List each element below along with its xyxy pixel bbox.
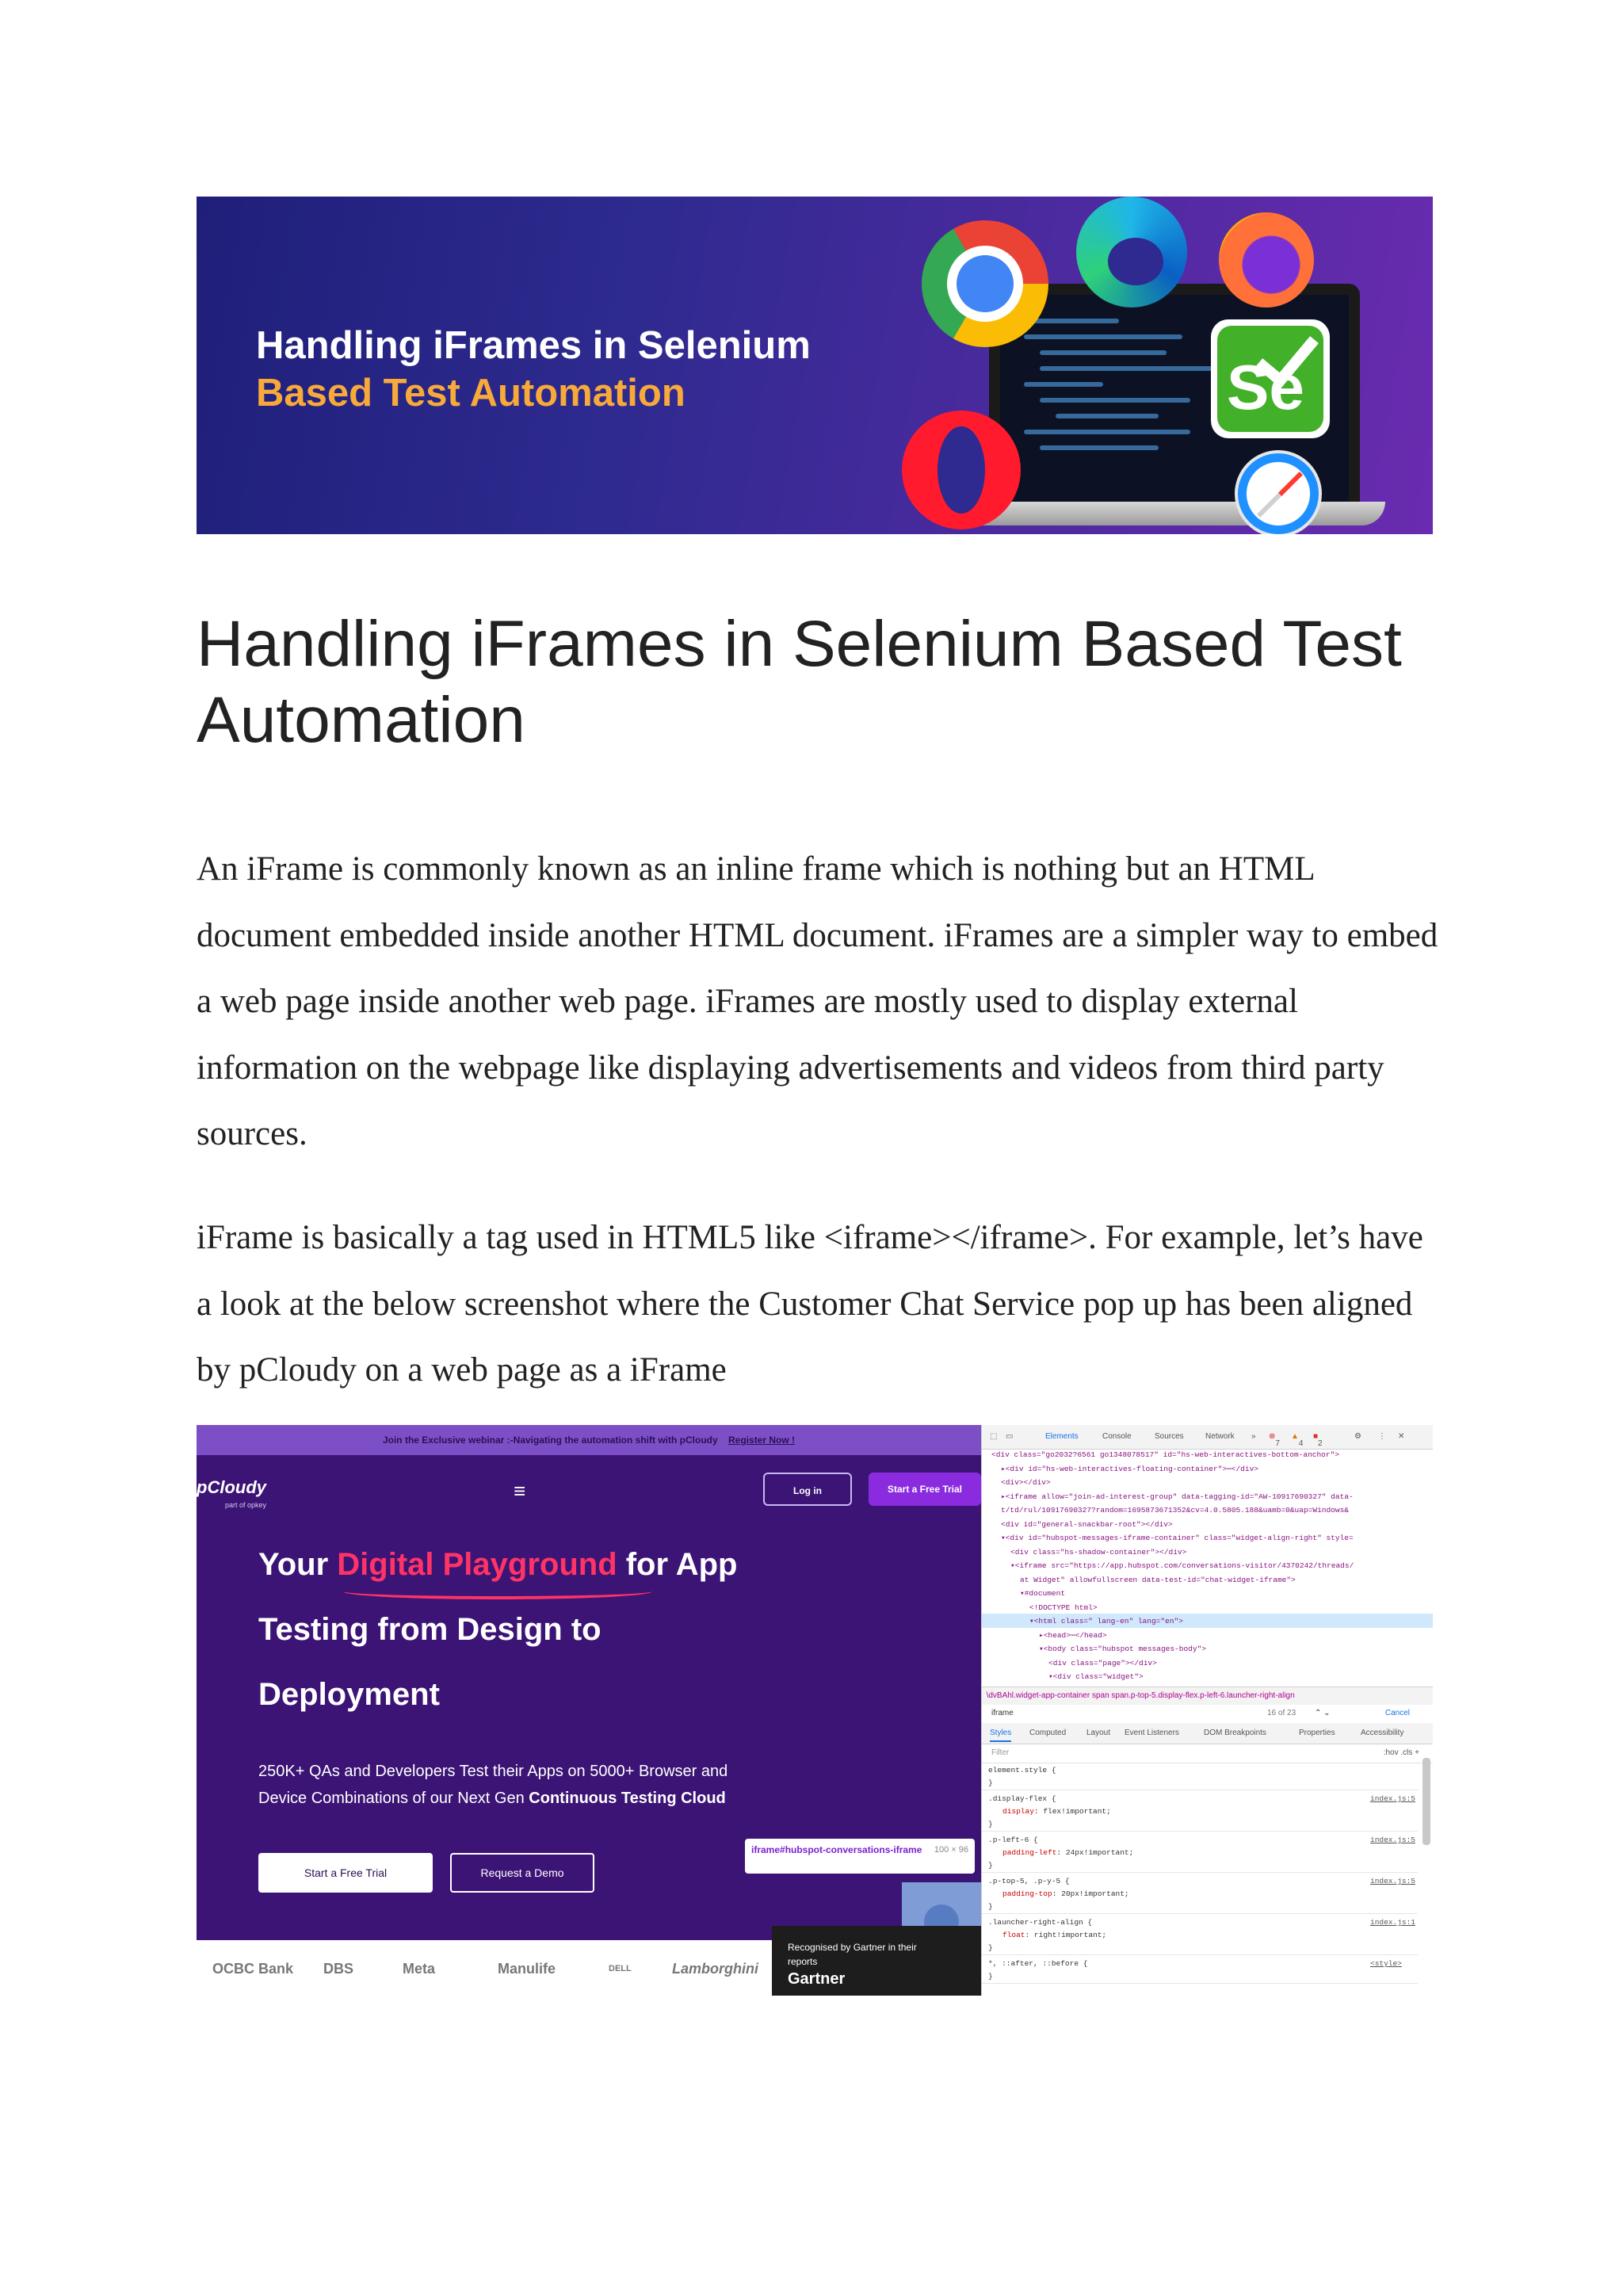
issues-count[interactable]: ■ 2 [1313, 1432, 1323, 1448]
css-selector[interactable]: *, ::after, ::before { [988, 1959, 1088, 1968]
tab-console[interactable]: Console [1102, 1432, 1132, 1441]
client-logo: DBS [323, 1961, 354, 1977]
css-selector[interactable]: .display-flex { [988, 1794, 1056, 1803]
selenium-logo-icon [1211, 319, 1330, 438]
css-selector[interactable]: .p-left-6 { [988, 1836, 1038, 1844]
styles-tab-bar [982, 1723, 1433, 1744]
styles-filter-input[interactable]: Filter [991, 1748, 1010, 1757]
hamburger-menu-icon[interactable]: ≡ [514, 1479, 526, 1503]
pcloudy-logo[interactable]: pCloudy [197, 1477, 266, 1497]
announcement-text: Join the Exclusive webinar :-Navigating the automation shift with pCloudy [382, 1435, 718, 1446]
close-icon[interactable]: ✕ [1398, 1432, 1405, 1441]
pcloudy-devtools-screenshot [197, 1425, 1433, 1996]
css-source-link[interactable]: index.js:5 [1370, 1877, 1416, 1885]
iframe-inspect-tooltip: iframe#hubspot-conversations-iframe 100 × 96 [745, 1839, 975, 1874]
opera-logo-icon [902, 411, 1021, 529]
hero-heading-line-2: Testing from Design to [258, 1612, 601, 1647]
dom-node-line[interactable]: ▸<iframe allow="join-ad-interest-group" data-tagging-id="AW-10917690327" data- [1001, 1492, 1354, 1501]
start-free-trial-button[interactable]: Start a Free Trial [869, 1473, 981, 1506]
css-rule-divider [982, 1954, 1418, 1955]
warnings-count[interactable]: ▲ 4 [1291, 1432, 1304, 1448]
tab-styles[interactable]: Styles [990, 1729, 1011, 1742]
laptop-base [957, 502, 1385, 525]
hero-accent: Digital Playground [337, 1547, 617, 1582]
css-rule-close: } [988, 1861, 993, 1870]
article-banner [197, 197, 1433, 534]
tab-event-listeners[interactable]: Event Listeners [1125, 1729, 1179, 1737]
tab-computed[interactable]: Computed [1029, 1729, 1067, 1737]
dom-node-line[interactable]: ▾<html class=" lang-en" lang="en"> [1029, 1617, 1183, 1626]
tab-elements[interactable]: Elements [1045, 1432, 1079, 1441]
css-property[interactable]: padding-top: 20px!important; [1002, 1889, 1129, 1898]
banner-title: Handling iFrames in Selenium [256, 324, 811, 367]
settings-gear-icon[interactable]: ⚙ [1354, 1432, 1361, 1441]
dom-node-line[interactable]: ▾<body class="hubspot messages-body"> [1039, 1645, 1206, 1653]
tab-sources[interactable]: Sources [1155, 1432, 1184, 1441]
firefox-logo-icon [1219, 212, 1314, 308]
search-match-count: 16 of 23 [1267, 1709, 1296, 1717]
styles-filter-tools[interactable]: :hov .cls + [1383, 1748, 1419, 1757]
hero-heading-line-1: Your Digital Playground for App [258, 1547, 738, 1582]
inspect-element-icon[interactable]: ⬚ [990, 1432, 998, 1441]
devtools-tab-bar [982, 1425, 1433, 1450]
tab-accessibility[interactable]: Accessibility [1361, 1729, 1404, 1737]
css-source-link[interactable]: index.js:1 [1370, 1918, 1416, 1927]
tab-network[interactable]: Network [1205, 1432, 1235, 1441]
css-rule-close: } [988, 1778, 993, 1787]
search-cancel-button[interactable]: Cancel [1384, 1709, 1410, 1717]
pcloudy-logo-subtext: part of opkey [225, 1501, 267, 1509]
css-selector[interactable]: .launcher-right-align { [988, 1918, 1093, 1927]
dom-node-line[interactable]: ▾#document [1020, 1589, 1066, 1598]
css-rule-close: } [988, 1972, 993, 1981]
css-property[interactable]: display: flex!important; [1002, 1807, 1111, 1816]
banner-subtitle: Based Test Automation [256, 372, 685, 415]
client-logo: Meta [403, 1961, 436, 1977]
dom-node-line[interactable]: ▾<div id="hubspot-messages-iframe-container" class="widget-align-right" style= [1001, 1534, 1354, 1542]
dom-node-line[interactable]: <!DOCTYPE html> [1029, 1603, 1098, 1612]
css-rule-divider [982, 1913, 1418, 1914]
client-logo: OCBC Bank [212, 1961, 294, 1977]
dom-search-bar[interactable] [982, 1704, 1433, 1724]
tab-properties[interactable]: Properties [1299, 1729, 1335, 1737]
selenium-badge-text: Se [1227, 352, 1304, 422]
dom-node-line[interactable]: <div></div> [1001, 1478, 1051, 1487]
css-property[interactable]: float: right!important; [1002, 1931, 1107, 1939]
login-button[interactable]: Log in [763, 1473, 852, 1506]
styles-scrollbar[interactable] [1423, 1758, 1430, 1845]
errors-count[interactable]: ⊗ 7 [1269, 1432, 1280, 1448]
more-tabs-icon[interactable]: » [1251, 1432, 1256, 1441]
dom-node-line[interactable]: <div class="page"></div> [1048, 1658, 1157, 1668]
tab-dom-breakpoints[interactable]: DOM Breakpoints [1204, 1729, 1266, 1737]
announcement-bar [197, 1425, 981, 1455]
client-logo: DELL [609, 1964, 632, 1973]
css-rules-pane[interactable] [982, 1763, 1433, 1996]
devtools-panel [981, 1425, 1433, 1996]
dom-node-line[interactable]: ▾<iframe src="https://app.hubspot.com/conversations-visitor/4370242/threads/ [1010, 1561, 1354, 1570]
tab-layout[interactable]: Layout [1086, 1729, 1111, 1737]
css-source-link[interactable]: index.js:5 [1370, 1836, 1416, 1844]
css-source-link[interactable]: <style> [1370, 1959, 1402, 1968]
register-now-link[interactable]: Register Now ! [728, 1435, 796, 1446]
site-navbar [197, 1455, 981, 1526]
client-logo: Lamborghini [672, 1961, 758, 1977]
css-selector[interactable]: element.style { [988, 1766, 1056, 1775]
dom-node-line[interactable]: t/td/rul/10917690327?random=1695873671352&cv=4.0.5805.188&uamb=0&uap=Windows& [1001, 1506, 1349, 1515]
dom-breadcrumbs[interactable]: \dvBAhl.widget-app-container span span.p-top-5.display-flex.p-left-6.launcher-right-align [982, 1687, 1433, 1705]
dom-node-line[interactable]: ▸<head>⋯</head> [1039, 1630, 1107, 1640]
css-property[interactable]: padding-left: 24px!important; [1002, 1848, 1134, 1857]
hero-subtext: 250K+ QAs and Developers Test their Apps on 5000+ Browser and Device Combinations of our Next Gen Continuous Testing Cloud [258, 1763, 728, 1807]
dom-node-line[interactable]: ▾<div class="widget"> [1048, 1672, 1144, 1681]
dom-node-line[interactable]: ▸<div id="hs-web-interactives-floating-container">⋯</div> [1001, 1464, 1258, 1473]
css-selector[interactable]: .p-top-5, .p-y-5 { [988, 1877, 1070, 1885]
article-paragraph-1: An iFrame is commonly known as an inline frame which is nothing but an HTML document embedded inside another HTML document. iFrames are a simpler way to embed a web page inside another web page. iFrames are mostly used to display external information on the webpage like displaying advertisements and videos from third party sources. [197, 850, 1438, 1152]
dom-node-line[interactable]: <div id="general-snackbar-root"></div> [1001, 1519, 1173, 1529]
dom-search-input[interactable]: iframe [991, 1709, 1014, 1717]
dom-node-line[interactable]: at Widget" allowfullscreen data-test-id="chat-widget-iframe"> [1020, 1575, 1296, 1584]
hero-start-free-trial-button[interactable]: Start a Free Trial [258, 1853, 433, 1893]
css-rule-divider [982, 1983, 1418, 1984]
css-rule-divider [982, 1831, 1418, 1832]
safari-logo-icon [1235, 450, 1322, 534]
client-logo: Manulife [498, 1961, 556, 1977]
pcloudy-website [197, 1425, 981, 1996]
css-source-link[interactable]: index.js:5 [1370, 1794, 1416, 1803]
request-demo-button[interactable]: Request a Demo [450, 1853, 594, 1893]
device-toolbar-icon[interactable]: ▭ [1006, 1432, 1014, 1441]
article-paragraph-2: iFrame is basically a tag used in HTML5 like <iframe></iframe>. For example, let’s have a look at the below screenshot where the Customer Chat Service pop up has been aligned by pCloudy on a web page as a iFrame [197, 1219, 1423, 1389]
search-nav-arrows-icon[interactable]: ⌃ ⌄ [1315, 1709, 1331, 1717]
chrome-logo-icon [922, 220, 1048, 347]
dom-node-line[interactable]: <div class="hs-shadow-container"></div> [1010, 1547, 1187, 1557]
article-title: Handling iFrames in Selenium Based Test Automation [197, 608, 1402, 756]
hero-heading-line-3: Deployment [258, 1677, 440, 1712]
css-rule-divider [982, 1872, 1418, 1873]
styles-filter-row [982, 1744, 1433, 1763]
dom-tree[interactable] [982, 1449, 1433, 1687]
gartner-badge: Recognised by Gartner in their reports Gartner [772, 1926, 981, 1996]
css-rule-close: } [988, 1820, 993, 1828]
css-rule-close: } [988, 1943, 993, 1952]
kebab-menu-icon[interactable]: ⋮ [1378, 1432, 1386, 1441]
dom-node-line[interactable]: <div class="go2032?6561 go1348078517" id="hs-web-interactives-bottom-anchor"> [991, 1450, 1339, 1459]
css-rule-close: } [988, 1902, 993, 1911]
edge-logo-icon [1076, 197, 1187, 308]
